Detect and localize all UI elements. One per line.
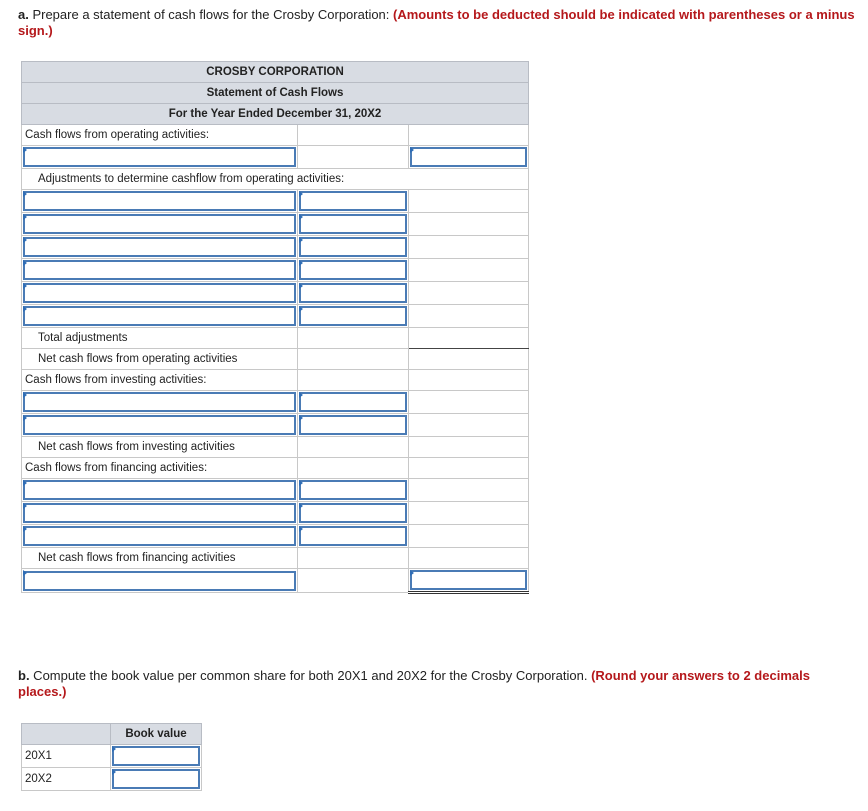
adjustments-heading: Adjustments to determine cashflow from operating activities: — [22, 169, 529, 190]
financing-amount-input[interactable] — [298, 525, 409, 548]
dropdown-arrow-icon — [23, 480, 27, 486]
dropdown-arrow-icon — [299, 191, 303, 197]
net-change-amount-input[interactable] — [409, 569, 529, 593]
part-a-text: Prepare a statement of cash flows for the Crosby Corporation: — [28, 7, 394, 22]
adjustment-amount-input[interactable] — [298, 282, 409, 305]
dropdown-arrow-icon — [299, 306, 303, 312]
dropdown-arrow-icon — [23, 237, 27, 243]
net-financing-value[interactable] — [409, 548, 529, 569]
dropdown-arrow-icon — [23, 415, 27, 421]
net-operating-value[interactable] — [409, 349, 529, 370]
adjustment-label-select[interactable] — [22, 190, 298, 213]
dropdown-arrow-icon — [23, 214, 27, 220]
dropdown-arrow-icon — [299, 503, 303, 509]
total-adjustments-label: Total adjustments — [22, 328, 298, 349]
financing-amount-input[interactable] — [298, 502, 409, 525]
financing-label-select[interactable] — [22, 502, 298, 525]
part-b-instructions — [18, 668, 858, 700]
net-income-amount-input[interactable] — [409, 146, 529, 169]
part-b-text: Compute the book value per common share for both 20X1 and 20X2 for the Crosby Corporation. — [29, 668, 592, 683]
adjustment-amount-input[interactable] — [298, 190, 409, 213]
part-a-instructions — [18, 7, 858, 39]
adjustment-label-select[interactable] — [22, 213, 298, 236]
net-change-label-select[interactable] — [22, 569, 298, 593]
net-investing-label: Net cash flows from investing activities — [22, 437, 298, 458]
dropdown-arrow-icon — [112, 769, 116, 775]
operating-heading: Cash flows from operating activities: — [22, 125, 298, 146]
investing-amount-input[interactable] — [298, 414, 409, 437]
investing-heading: Cash flows from investing activities: — [22, 370, 298, 391]
net-operating-label: Net cash flows from operating activities — [22, 349, 298, 370]
dropdown-arrow-icon — [299, 260, 303, 266]
dropdown-arrow-icon — [410, 570, 414, 576]
statement-period: For the Year Ended December 31, 20X2 — [22, 104, 529, 125]
dropdown-arrow-icon — [23, 503, 27, 509]
dropdown-arrow-icon — [299, 480, 303, 486]
financing-amount-input[interactable] — [298, 479, 409, 502]
net-investing-value[interactable] — [409, 437, 529, 458]
dropdown-arrow-icon — [23, 306, 27, 312]
financing-label-select[interactable] — [22, 479, 298, 502]
adjustment-label-select[interactable] — [22, 305, 298, 328]
financing-heading: Cash flows from financing activities: — [22, 458, 298, 479]
net-financing-label: Net cash flows from financing activities — [22, 548, 298, 569]
dropdown-arrow-icon — [23, 260, 27, 266]
book-value-20x2-input[interactable] — [111, 768, 202, 791]
investing-label-select[interactable] — [22, 391, 298, 414]
book-value-20x1-input[interactable] — [111, 745, 202, 768]
dropdown-arrow-icon — [23, 147, 27, 153]
dropdown-arrow-icon — [299, 526, 303, 532]
adjustment-label-select[interactable] — [22, 282, 298, 305]
investing-amount-input[interactable] — [298, 391, 409, 414]
dropdown-arrow-icon — [410, 147, 414, 153]
dropdown-arrow-icon — [299, 237, 303, 243]
investing-label-select[interactable] — [22, 414, 298, 437]
adjustment-amount-input[interactable] — [298, 213, 409, 236]
year-label: 20X1 — [22, 745, 111, 768]
dropdown-arrow-icon — [23, 191, 27, 197]
dropdown-arrow-icon — [299, 392, 303, 398]
dropdown-arrow-icon — [299, 415, 303, 421]
net-income-label-select[interactable] — [22, 146, 298, 169]
year-label: 20X2 — [22, 768, 111, 791]
part-a-note: (Amounts to be deducted should be indicated with parentheses or a minus sign.) — [18, 7, 855, 38]
dropdown-arrow-icon — [299, 283, 303, 289]
dropdown-arrow-icon — [112, 746, 116, 752]
dropdown-arrow-icon — [23, 392, 27, 398]
total-adjustments-value[interactable] — [409, 328, 529, 349]
dropdown-arrow-icon — [23, 570, 27, 576]
part-b-note: (Round your answers to 2 decimals places.) — [18, 668, 810, 699]
statement-title: Statement of Cash Flows — [22, 83, 529, 104]
adjustment-amount-input[interactable] — [298, 305, 409, 328]
book-value-table — [21, 723, 202, 791]
adjustment-amount-input[interactable] — [298, 236, 409, 259]
adjustment-amount-input[interactable] — [298, 259, 409, 282]
cash-flow-statement-table — [21, 61, 529, 594]
dropdown-arrow-icon — [299, 214, 303, 220]
part-a-label: a. — [18, 7, 29, 22]
dropdown-arrow-icon — [23, 526, 27, 532]
company-name: CROSBY CORPORATION — [22, 62, 529, 83]
adjustment-label-select[interactable] — [22, 236, 298, 259]
dropdown-arrow-icon — [23, 283, 27, 289]
adjustment-label-select[interactable] — [22, 259, 298, 282]
part-b-label: b. — [18, 668, 30, 683]
financing-label-select[interactable] — [22, 525, 298, 548]
book-value-header: Book value — [111, 724, 202, 745]
